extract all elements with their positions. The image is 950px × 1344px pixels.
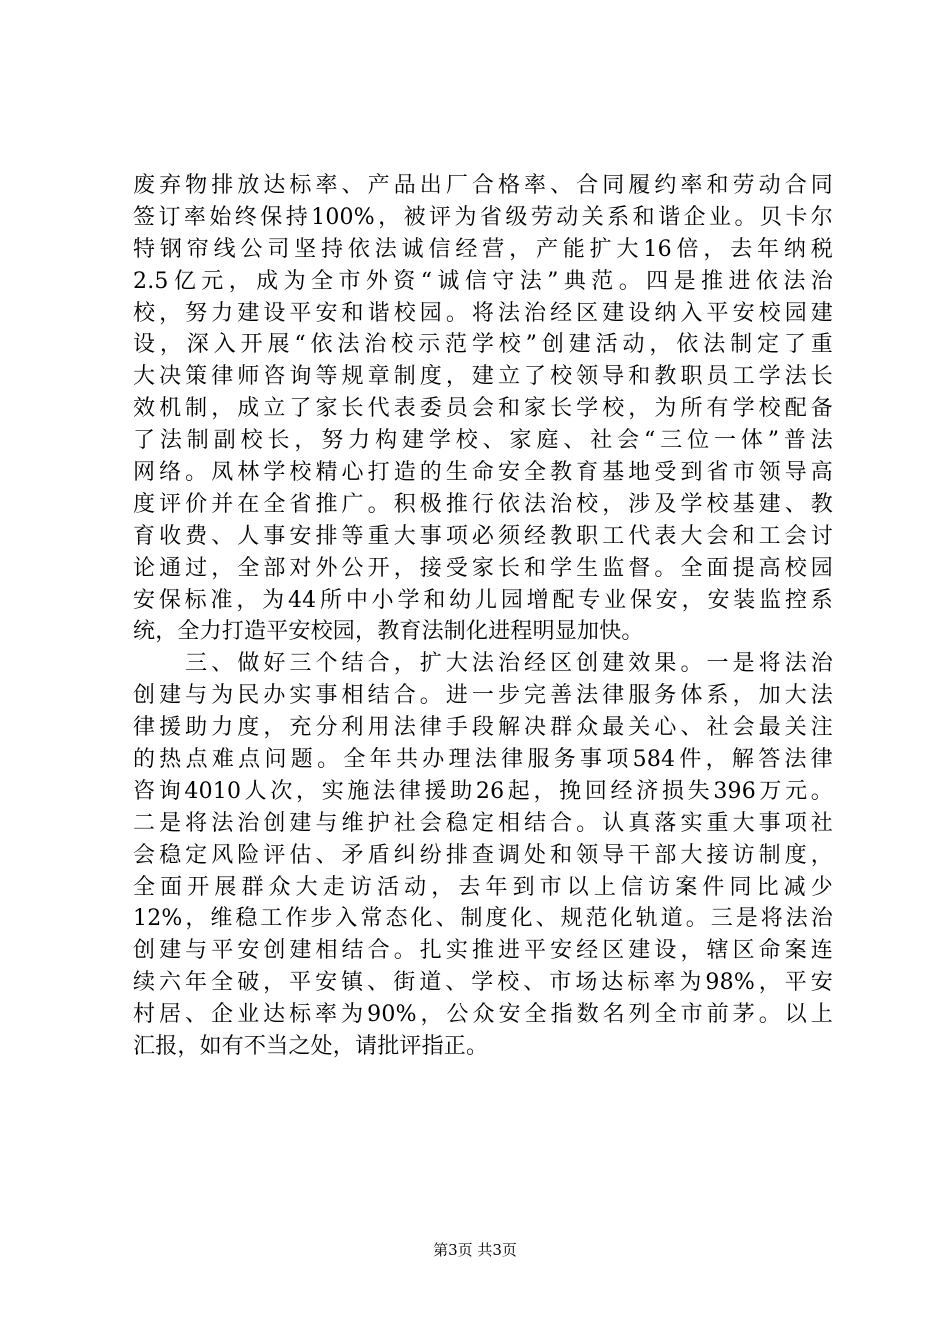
- text-line: 12%，维稳工作步入常态化、制度化、规范化轨道。三是将法治: [133, 906, 833, 932]
- text-line: 了法制副校长，努力构建学校、家庭、社会“三位一体”普法: [133, 428, 833, 454]
- text-line: 村居、企业达标率为90%，公众安全指数名列全市前茅。以上: [133, 1002, 833, 1028]
- text-line: 大决策律师咨询等规章制度，建立了校领导和教职员工学法长: [133, 364, 833, 390]
- text-line: 全面开展群众大走访活动，去年到市以上信访案件同比减少: [133, 874, 833, 900]
- text-line: 创建与为民办实事相结合。进一步完善法律服务体系，加大法: [133, 683, 833, 709]
- text-line: 的热点难点问题。全年共办理法律服务事项584件，解答法律: [133, 747, 833, 773]
- text-line: 二是将法治创建与维护社会稳定相结合。认真落实重大事项社: [133, 810, 833, 836]
- text-line: 安保标准，为44所中小学和幼儿园增配专业保安，安装监控系: [133, 587, 833, 613]
- text-line: 论通过，全部对外公开，接受家长和学生监督。全面提高校园: [133, 555, 833, 581]
- body-text: [133, 170, 833, 1063]
- text-line: 续六年全破，平安镇、街道、学校、市场达标率为98%，平安: [133, 970, 833, 996]
- text-line: 咨询4010人次，实施法律援助26起，挽回经济损失396万元。: [133, 778, 833, 804]
- text-line: 会稳定风险评估、矛盾纠纷排查调处和领导干部大接访制度，: [133, 842, 833, 868]
- text-line: 律援助力度，充分利用法律手段解决群众最关心、社会最关注: [133, 715, 833, 741]
- text-line: 网络。凤林学校精心打造的生命安全教育基地受到省市领导高: [133, 460, 833, 486]
- text-line: 校，努力建设平安和谐校园。将法治经区建设纳入平安校园建: [133, 300, 833, 326]
- text-line: 签订率始终保持100%，被评为省级劳动关系和谐企业。贝卡尔: [133, 204, 833, 230]
- paragraph-start-line: 三、做好三个结合，扩大法治经区创建效果。一是将法治: [133, 651, 833, 677]
- text-line: 统，全力打造平安校园，教育法制化进程明显加快。: [133, 619, 644, 645]
- text-line: 度评价并在全省推广。积极推行依法治校，涉及学校基建、教: [133, 491, 833, 517]
- text-line: 创建与平安创建相结合。扎实推进平安经区建设，辖区命案连: [133, 938, 833, 964]
- text-line: 2.5亿元，成为全市外资“诚信守法”典范。四是推进依法治: [133, 268, 833, 294]
- page-footer: 第3页 共3页: [433, 1241, 517, 1259]
- text-line: 废弃物排放达标率、产品出厂合格率、合同履约率和劳动合同: [133, 173, 833, 198]
- text-line: 汇报，如有不当之处，请批评指正。: [133, 1034, 489, 1060]
- text-line: 特钢帘线公司坚持依法诚信经营，产能扩大16倍，去年纳税: [133, 236, 833, 262]
- text-line: 设，深入开展“依法治校示范学校”创建活动，依法制定了重: [133, 332, 833, 358]
- text-line: 效机制，成立了家长代表委员会和家长学校，为所有学校配备: [133, 396, 833, 422]
- text-line: 育收费、人事安排等重大事项必须经教职工代表大会和工会讨: [133, 523, 833, 549]
